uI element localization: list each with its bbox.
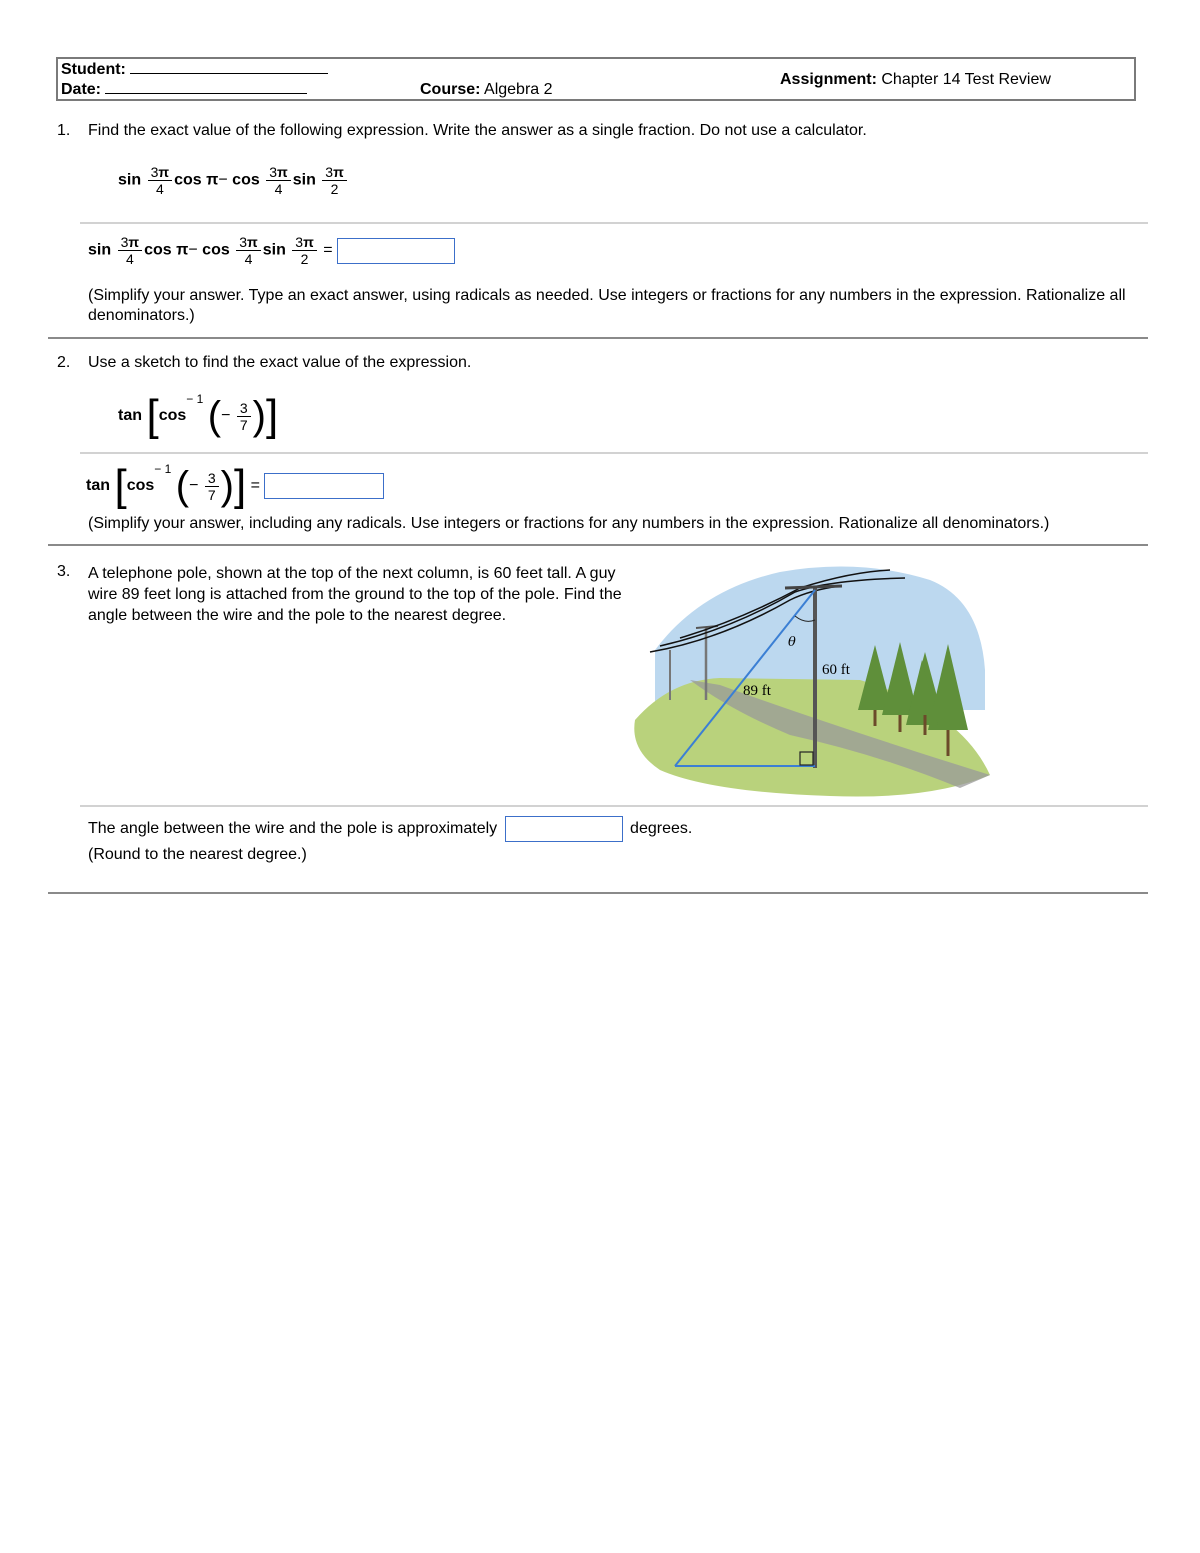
q1-prompt: Find the exact value of the following expression. Write the answer as a single fraction. Do not use a calculator. xyxy=(88,122,867,139)
fraction-3pi-2: $\frac{3\pi}{2}$ xyxy=(292,234,317,267)
minus-sign: − xyxy=(188,241,198,259)
q1-number: 1. xyxy=(57,122,71,139)
fraction-3-7: $\frac{3}{7}$ xyxy=(237,400,251,433)
q2-note: (Simplify your answer, including any radicals. Use integers or fractions for any numbers in the expression. Rationalize all denominators.) xyxy=(88,515,1050,532)
divider xyxy=(80,222,1148,224)
inverse-exponent: − 1 xyxy=(154,462,172,476)
cos-fn: cos xyxy=(158,407,187,425)
pi-symbol: π xyxy=(176,241,189,259)
question-divider xyxy=(48,892,1148,894)
question-divider xyxy=(48,337,1148,339)
divider xyxy=(80,452,1148,454)
left-bracket: [ xyxy=(146,391,159,440)
cos-fn: cos xyxy=(232,171,260,189)
equals-sign: = xyxy=(323,241,333,259)
q2-expression xyxy=(118,391,279,440)
fraction-3-7: $\frac{3}{7}$ xyxy=(205,470,219,503)
q1-expression xyxy=(118,164,349,197)
q3-answer-input[interactable] xyxy=(505,816,623,842)
sin-fn: sin xyxy=(292,171,316,189)
fraction-3pi-4: $\frac{3\pi}{4}$ xyxy=(118,234,143,267)
right-paren: ) xyxy=(220,464,234,508)
right-bracket: ] xyxy=(265,391,279,440)
minus-sign: − xyxy=(218,171,228,189)
pole-length-label: 60 ft xyxy=(822,662,850,678)
cos-fn: cos xyxy=(174,171,202,189)
date-blank[interactable] xyxy=(105,81,307,94)
q1-answer-input[interactable] xyxy=(337,238,455,264)
course-value: Algebra 2 xyxy=(484,81,553,98)
tan-fn: tan xyxy=(118,407,142,425)
left-paren: ( xyxy=(175,464,190,508)
sin-fn: sin xyxy=(118,171,142,189)
fraction-3pi-4: $\frac{3\pi}{4}$ xyxy=(148,164,173,197)
q3-answer-line xyxy=(88,816,692,842)
right-bracket: ] xyxy=(233,461,247,510)
wire-length-label: 89 ft xyxy=(743,683,771,699)
main-crossarm xyxy=(785,586,842,588)
tan-fn: tan xyxy=(86,477,110,495)
pi-symbol: π xyxy=(206,171,219,189)
q3-note: (Round to the nearest degree.) xyxy=(88,846,307,863)
assignment-value: Chapter 14 Test Review xyxy=(881,71,1051,88)
assignment-label: Assignment: xyxy=(780,71,877,88)
q3-number: 3. xyxy=(57,563,71,580)
right-paren: ) xyxy=(252,394,266,438)
left-bracket: [ xyxy=(114,461,127,510)
q1-note: (Simplify your answer. Type an exact answer, using radicals as needed. Use integers or fractions for any numbers in the expression. Rationalize all denominators.) xyxy=(88,287,1126,324)
left-paren: ( xyxy=(207,394,222,438)
date-field xyxy=(61,81,307,99)
divider xyxy=(80,805,1148,807)
minus-sign: − xyxy=(189,477,199,495)
cos-fn: cos xyxy=(144,241,172,259)
fraction-3pi-4: $\frac{3\pi}{4}$ xyxy=(236,234,261,267)
telephone-pole-figure xyxy=(630,560,1000,800)
q3-answer-suffix: degrees. xyxy=(630,820,693,838)
student-field xyxy=(61,61,328,79)
q3-answer-prefix: The angle between the wire and the pole is approximately xyxy=(88,820,498,838)
equals-sign: = xyxy=(250,477,261,495)
course-field xyxy=(420,81,553,99)
student-blank[interactable] xyxy=(130,61,328,74)
cos-fn: cos xyxy=(202,241,230,259)
student-label: Student: xyxy=(61,61,126,78)
header-box xyxy=(56,57,1136,101)
q2-prompt: Use a sketch to find the exact value of the expression. xyxy=(88,354,472,371)
q2-answer-input[interactable] xyxy=(264,473,384,499)
question-divider xyxy=(48,544,1148,546)
date-label: Date: xyxy=(61,81,102,98)
course-label: Course: xyxy=(420,81,481,98)
theta-label: θ xyxy=(788,635,796,650)
sin-fn: sin xyxy=(262,241,286,259)
q1-answer-line xyxy=(88,234,455,267)
fraction-3pi-4: $\frac{3\pi}{4}$ xyxy=(266,164,291,197)
assignment-field xyxy=(780,71,1051,89)
q3-prompt: A telephone pole, shown at the top of the next column, is 60 feet tall. A guy wire 89 feet long is attached from the ground to the top of the pole. Find the angle between the wire and the pole to the nearest degree. xyxy=(88,565,622,624)
inverse-exponent: − 1 xyxy=(186,392,204,406)
fraction-3pi-2: $\frac{3\pi}{2}$ xyxy=(322,164,347,197)
sin-fn: sin xyxy=(88,241,112,259)
q2-number: 2. xyxy=(57,354,71,371)
cos-fn: cos xyxy=(126,477,155,495)
q2-answer-line xyxy=(86,461,384,510)
minus-sign: − xyxy=(221,407,231,425)
